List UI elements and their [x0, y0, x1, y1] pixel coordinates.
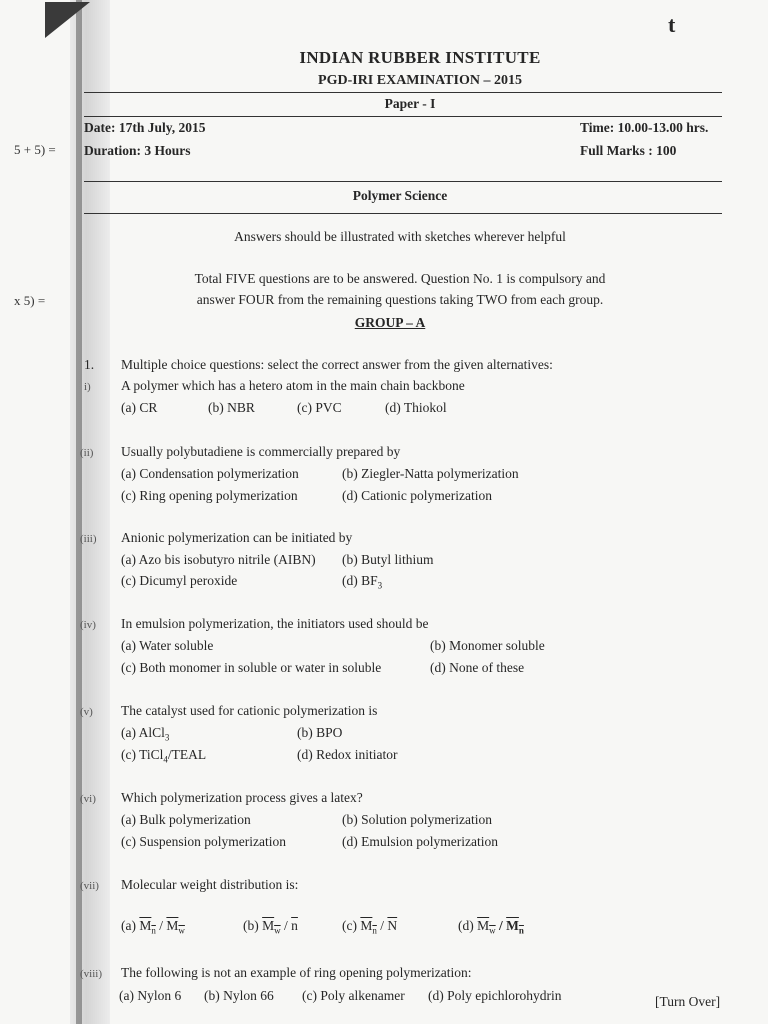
option-bf3 — [342, 573, 382, 591]
mw-symbol — [477, 918, 496, 936]
option: (b) BPO — [297, 725, 343, 740]
mw-symbol — [166, 918, 185, 936]
option: (a) Nylon 6 — [119, 988, 182, 1003]
option: (b) Ziegler-Natta polymerization — [342, 466, 519, 481]
subscript-w: w — [489, 925, 496, 936]
option: (a) Azo bis isobutyro nitrile (AIBN) — [121, 552, 316, 567]
question-number: (v) — [80, 706, 93, 718]
n-upper-symbol: $\overline{N}$ — [387, 918, 398, 933]
symbol-m: M — [262, 918, 275, 933]
header-rule-4 — [84, 213, 722, 214]
subscript-w: w — [178, 925, 185, 936]
question-text: Molecular weight distribution is: — [121, 877, 299, 892]
question-number: (vii) — [80, 880, 99, 892]
symbol-m: M — [506, 918, 519, 933]
option: (d) Thiokol — [385, 400, 447, 415]
staple-corner — [45, 2, 90, 38]
slash: / — [159, 918, 164, 933]
option-label: (b) — [243, 918, 259, 933]
option: (d) Poly epichlorohydrin — [428, 988, 562, 1003]
subscript: 3 — [164, 732, 170, 743]
exam-duration: Duration: 3 Hours — [84, 143, 191, 158]
option-alcl3-text: (a) AlCl — [121, 725, 165, 740]
option: (b) Butyl lithium — [342, 552, 434, 567]
header-rule-1 — [84, 92, 722, 93]
option: (c) Poly alkenamer — [302, 988, 405, 1003]
option: (a) Bulk polymerization — [121, 812, 251, 827]
question-1-number: 1. — [84, 357, 95, 372]
option: (d) Cationic polymerization — [342, 488, 492, 503]
instruction-line-1: Total FIVE questions are to be answered. Question No. 1 is compulsory and — [194, 271, 606, 286]
symbol-m: M — [166, 918, 179, 933]
question-text: The following is not an example of ring opening polymerization: — [121, 965, 472, 980]
option: (b) Monomer soluble — [430, 638, 545, 653]
question-text: Anionic polymerization can be initiated by — [121, 530, 353, 545]
corner-mark: t — [668, 12, 676, 37]
option-label: (a) — [121, 918, 136, 933]
symbol-m: M — [360, 918, 373, 933]
subject-title: Polymer Science — [352, 188, 448, 203]
option: (a) Condensation polymerization — [121, 466, 299, 481]
option: (b) Nylon 66 — [204, 988, 274, 1003]
question-1-text: Multiple choice questions: select the correct answer from the given alternatives: — [121, 357, 553, 372]
mn-symbol — [139, 918, 156, 936]
option-b-ratio — [243, 918, 298, 936]
turn-over-note: [Turn Over] — [655, 994, 721, 1009]
option: (c) Suspension polymerization — [121, 834, 286, 849]
symbol-m: M — [477, 918, 490, 933]
option-teal-text: /TEAL — [167, 747, 207, 762]
option-c-ratio — [342, 918, 397, 936]
option: (d) Emulsion polymerization — [342, 834, 498, 849]
header-rule-3 — [84, 181, 722, 182]
option: (c) PVC — [297, 400, 342, 415]
option: (d) None of these — [430, 660, 525, 675]
question-number: (iv) — [80, 619, 96, 631]
instruction-sketches: Answers should be illustrated with sketches wherever helpful — [234, 229, 566, 244]
question-number: i) — [84, 381, 91, 393]
question-text: A polymer which has a hetero atom in the main chain backbone — [121, 378, 465, 393]
slash: / — [499, 918, 503, 933]
question-number: (viii) — [80, 968, 102, 980]
question-text: In emulsion polymerization, the initiators used should be — [121, 616, 429, 631]
slash: / — [380, 918, 385, 933]
mn-symbol — [360, 918, 377, 936]
option-label: (c) — [342, 918, 357, 933]
mw-symbol — [262, 918, 281, 936]
question-text: Which polymerization process gives a latex? — [121, 790, 363, 805]
option: (d) Redox initiator — [297, 747, 398, 762]
exam-title: PGD-IRI EXAMINATION – 2015 — [318, 73, 522, 88]
subscript-n: n — [151, 925, 156, 936]
subscript-n: n — [518, 925, 524, 936]
exam-date: Date: 17th July, 2015 — [84, 120, 206, 135]
exam-time: Time: 10.00-13.00 hrs. — [580, 120, 709, 135]
option-label: (d) — [458, 918, 474, 933]
option-a-ratio — [121, 918, 185, 936]
paper-number: Paper - I — [384, 96, 436, 111]
question-number: (iii) — [80, 533, 97, 545]
option-ticl4 — [121, 747, 206, 765]
subscript: 3 — [377, 580, 383, 591]
question-number: (ii) — [80, 447, 94, 459]
option: (a) CR — [121, 400, 158, 415]
option: (c) Both monomer in soluble or water in soluble — [121, 660, 382, 675]
institute-title: INDIAN RUBBER INSTITUTE — [299, 48, 541, 67]
symbol-m: M — [139, 918, 152, 933]
option: (b) NBR — [208, 400, 255, 415]
instruction-line-2: answer FOUR from the remaining questions taking TWO from each group. — [196, 292, 604, 307]
margin-mark-1: 5 + 5) = — [14, 142, 56, 157]
question-text: Usually polybutadiene is commercially prepared by — [121, 444, 401, 459]
option: (c) Dicumyl peroxide — [121, 573, 238, 588]
group-heading: GROUP – A — [354, 315, 426, 330]
option-ticl4-text: (c) TiCl — [121, 747, 164, 762]
header-rule-2 — [84, 116, 722, 117]
option: (b) Solution polymerization — [342, 812, 492, 827]
binding-shadow — [76, 0, 82, 1024]
option: (a) Water soluble — [121, 638, 214, 653]
option: (c) Ring opening polymerization — [121, 488, 298, 503]
subscript-n: n — [372, 925, 377, 936]
option-alcl3 — [121, 725, 169, 743]
option-d-ratio — [458, 918, 524, 936]
full-marks: Full Marks : 100 — [580, 143, 677, 158]
option-bf3-text: (d) BF — [342, 573, 378, 588]
slash: / — [284, 918, 288, 933]
n-symbol: $\overline{n}$ — [291, 918, 298, 933]
subscript-w: w — [274, 925, 281, 936]
mn-symbol — [506, 918, 524, 936]
question-text: The catalyst used for cationic polymerization is — [121, 703, 378, 718]
question-number: (vi) — [80, 793, 96, 805]
subscript: 4 — [163, 754, 168, 765]
margin-mark-2: x 5) = — [14, 293, 46, 308]
